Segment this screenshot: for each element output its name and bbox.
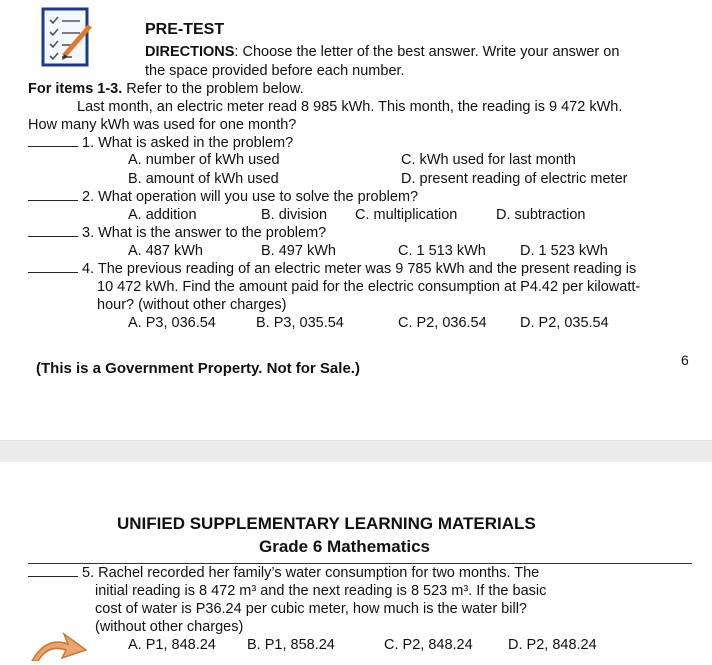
page-title: PRE-TEST bbox=[145, 21, 225, 38]
header-title: UNIFIED SUPPLEMENTARY LEARNING MATERIALS bbox=[117, 514, 536, 533]
q3-option-a: A. 487 kWh bbox=[128, 243, 203, 259]
q1-option-c: C. kWh used for last month bbox=[401, 152, 576, 168]
q5-option-d: D. P2, 848.24 bbox=[508, 637, 597, 653]
question-2 bbox=[28, 189, 418, 205]
q1-option-d: D. present reading of electric meter bbox=[401, 171, 628, 187]
q4-option-d: D. P2, 035.54 bbox=[520, 315, 609, 331]
question-4-text-line-1: 4. The previous reading of an electric meter was 9 785 kWh and the present reading is bbox=[82, 261, 637, 277]
question-1 bbox=[28, 135, 293, 151]
page-separator bbox=[0, 440, 712, 463]
question-5-text-line-4: (without other charges) bbox=[95, 619, 244, 635]
question-4-text-line-2: 10 472 kWh. Find the amount paid for the electric consumption at P4.42 per kilowatt- bbox=[97, 279, 641, 295]
directions-label: DIRECTIONS bbox=[145, 44, 235, 60]
directions bbox=[145, 44, 619, 60]
question-5-text-line-3: cost of water is P36.24 per cubic meter, how much is the water bill? bbox=[95, 601, 527, 617]
header-subtitle: Grade 6 Mathematics bbox=[259, 537, 431, 556]
q4-option-a: A. P3, 036.54 bbox=[128, 315, 216, 331]
question-4 bbox=[28, 261, 636, 277]
checklist-icon bbox=[40, 6, 94, 68]
items-instruction bbox=[28, 81, 304, 97]
question-5 bbox=[28, 565, 539, 581]
q5-option-c: C. P2, 848.24 bbox=[384, 637, 473, 653]
q2-option-d: D. subtraction bbox=[496, 207, 586, 223]
question-2-text: 2. What operation will you use to solve the problem? bbox=[82, 189, 419, 205]
question-3 bbox=[28, 225, 326, 241]
problem-line-1: Last month, an electric meter read 8 985 kWh. This month, the reading is 9 472 kWh. bbox=[77, 99, 623, 115]
q1-option-b: B. amount of kWh used bbox=[128, 171, 279, 187]
answer-blank-2[interactable] bbox=[28, 200, 78, 201]
q2-option-c: C. multiplication bbox=[355, 207, 458, 223]
answer-blank-1[interactable] bbox=[28, 146, 78, 147]
items-text: Refer to the problem below. bbox=[122, 81, 304, 97]
page-two bbox=[0, 462, 712, 661]
q5-option-a: A. P1, 848.24 bbox=[128, 637, 216, 653]
answer-blank-3[interactable] bbox=[28, 236, 78, 237]
q3-option-b: B. 497 kWh bbox=[261, 243, 336, 259]
q3-option-d: D. 1 523 kWh bbox=[520, 243, 608, 259]
question-5-text-line-1: 5. Rachel recorded her family’s water consumption for two months. The bbox=[82, 565, 540, 581]
question-3-text: 3. What is the answer to the problem? bbox=[82, 225, 327, 241]
question-5-text-line-2: initial reading is 8 472 m³ and the next reading is 8 523 m³. If the basic bbox=[95, 583, 547, 599]
q1-option-a: A. number of kWh used bbox=[128, 152, 280, 168]
q2-option-a: A. addition bbox=[128, 207, 197, 223]
footer-notice: (This is a Government Property. Not for Sale.) bbox=[36, 360, 360, 377]
page-number: 6 bbox=[681, 352, 689, 368]
q4-option-b: B. P3, 035.54 bbox=[256, 315, 344, 331]
answer-blank-4[interactable] bbox=[28, 272, 78, 273]
q2-option-b: B. division bbox=[261, 207, 328, 223]
question-4-text-line-3: hour? (without other charges) bbox=[97, 297, 287, 313]
header-rule bbox=[28, 563, 692, 564]
q3-option-c: C. 1 513 kWh bbox=[398, 243, 486, 259]
question-1-text: 1. What is asked in the problem? bbox=[82, 135, 294, 151]
answer-blank-5[interactable] bbox=[28, 576, 78, 577]
directions-text: : Choose the letter of the best answer. Write your answer on bbox=[234, 44, 620, 60]
directions-continued: the space provided before each number. bbox=[145, 63, 405, 79]
decorative-arrow-icon bbox=[28, 630, 88, 661]
problem-line-2: How many kWh was used for one month? bbox=[28, 117, 297, 133]
q5-option-b: B. P1, 858.24 bbox=[247, 637, 335, 653]
items-label: For items 1-3. bbox=[28, 81, 123, 97]
q4-option-c: C. P2, 036.54 bbox=[398, 315, 487, 331]
